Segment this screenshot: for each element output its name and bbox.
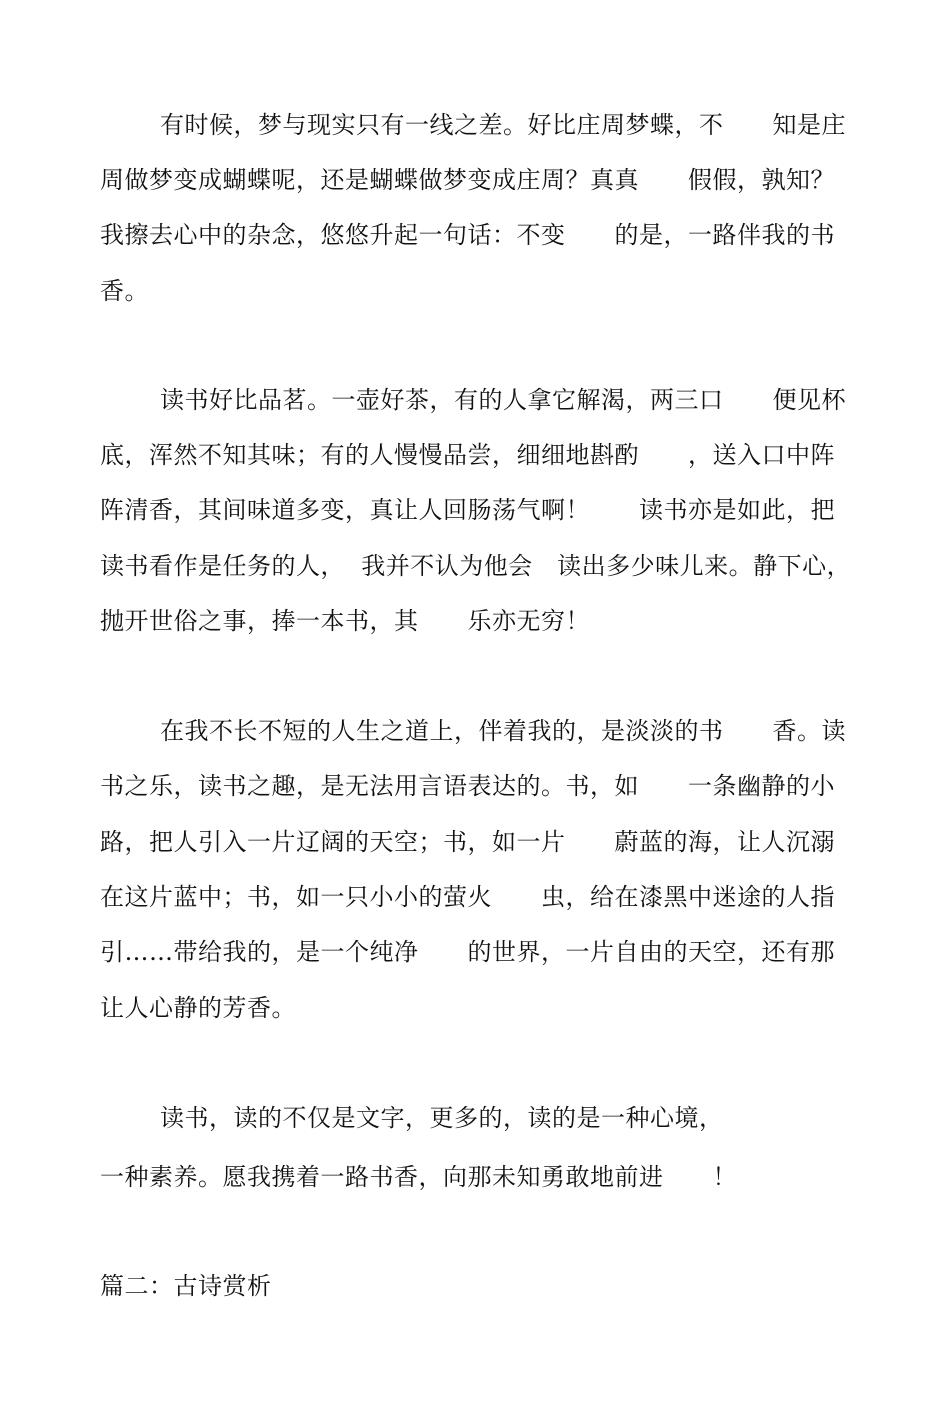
section-heading: 篇二：古诗赏析 (100, 1272, 272, 1300)
paragraph-1-line-2: 周做梦变成蝴蝶呢，还是蝴蝶做梦变成庄周？真真 假假，孰知？ (100, 166, 835, 194)
paragraph-4-line-1: 读书，读的不仅是文字，更多的，读的是一种心境， (160, 1104, 724, 1132)
paragraph-2-line-2: 底，浑然不知其味；有的人慢慢品尝，细细地斟酌 ，送入口中阵 (100, 441, 835, 469)
paragraph-3-line-2: 书之乐，读书之趣，是无法用言语表达的。书，如 一条幽静的小 (100, 772, 835, 800)
paragraph-1-line-3: 我擦去心中的杂念，悠悠升起一句话：不变 的是，一路伴我的书 (100, 221, 835, 249)
paragraph-3-line-4: 在这片蓝中；书，如一只小小的萤火 虫，给在漆黑中迷途的人指 (100, 883, 835, 911)
paragraph-2-line-4: 读书看作是任务的人， 我并不认为他会 读出多少味儿来。静下心， (100, 552, 852, 580)
paragraph-3-line-1: 在我不长不短的人生之道上，伴着我的，是淡淡的书 香。读 (160, 717, 846, 745)
paragraph-2-line-5: 抛开世俗之事，捧一本书，其 乐亦无穷！ (100, 607, 590, 635)
paragraph-3-line-3: 路，把人引入一片辽阔的天空；书，如一片 蔚蓝的海，让人沉溺 (100, 828, 835, 856)
paragraph-4-line-2: 一种素养。愿我携着一路书香，向那未知勇敢地前进 ！ (100, 1163, 737, 1191)
paragraph-3-line-5: 引……带给我的，是一个纯净 的世界，一片自由的天空，还有那 (100, 938, 835, 966)
paragraph-1-line-4: 香。 (100, 277, 149, 305)
paragraph-1-line-1: 有时候，梦与现实只有一线之差。好比庄周梦蝶，不 知是庄 (160, 111, 846, 139)
paragraph-2-line-1: 读书好比品茗。一壶好茶，有的人拿它解渴，两三口 便见杯 (160, 386, 846, 414)
paragraph-3-line-6: 让人心静的芳香。 (100, 994, 296, 1022)
paragraph-2-line-3: 阵清香，其间味道多变，真让人回肠荡气啊！ 读书亦是如此，把 (100, 496, 835, 524)
